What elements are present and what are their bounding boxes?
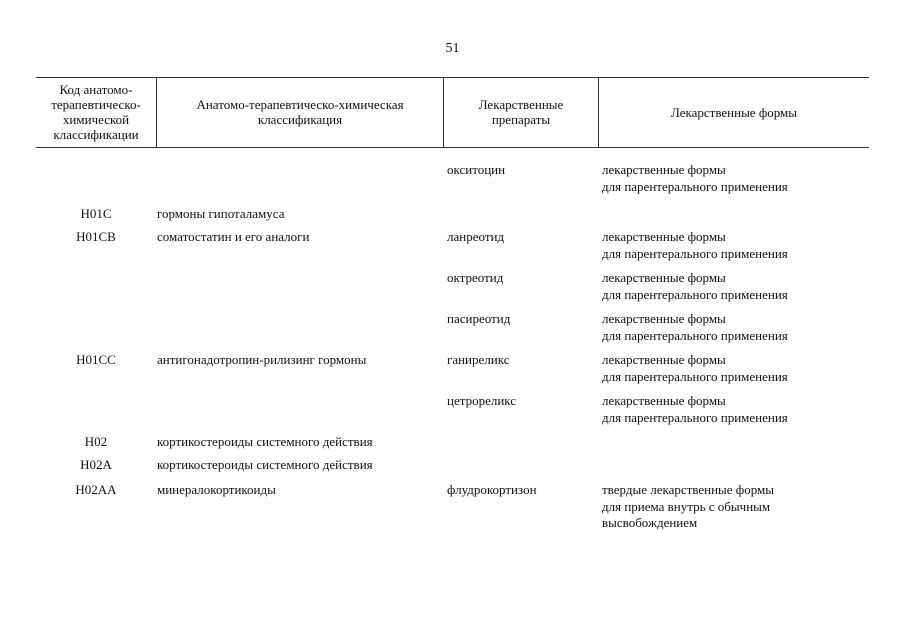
dosage-form-line: твердые лекарственные формы xyxy=(602,482,774,497)
header-atc-code-line: терапевтическо- xyxy=(51,97,141,112)
atc-code: H02AA xyxy=(75,482,117,497)
dosage-form-line: лекарственные формы xyxy=(602,311,726,326)
drug-name: октреотид xyxy=(447,270,504,285)
dosage-form-line: лекарственные формы xyxy=(602,393,726,408)
drug-name: флудрокортизон xyxy=(447,482,537,497)
header-drugs xyxy=(444,77,598,147)
atc-classification: соматостатин и его аналоги xyxy=(157,229,310,244)
dosage-form xyxy=(602,311,788,344)
dosage-form-line: для парентерального применения xyxy=(602,178,788,194)
drug-name: окситоцин xyxy=(447,162,506,177)
table-header-bottom-rule xyxy=(36,147,869,148)
dosage-form-line: лекарственные формы xyxy=(602,352,726,367)
atc-code: H01CB xyxy=(76,229,116,244)
drug-name: ганиреликс xyxy=(447,352,510,367)
dosage-form xyxy=(602,352,788,385)
dosage-form-line: для парентерального применения xyxy=(602,286,788,302)
atc-classification: кортикостероиды системного действия xyxy=(157,434,373,449)
dosage-form xyxy=(602,482,774,532)
header-atc-code-line: классификации xyxy=(53,127,139,142)
header-dosage-forms xyxy=(599,77,869,147)
dosage-form xyxy=(602,229,788,262)
header-atc-code-line: Код анатомо- xyxy=(59,82,133,97)
atc-code: H01CC xyxy=(76,352,116,367)
dosage-form-line: для парентерального применения xyxy=(602,245,788,261)
header-drugs-line: Лекарственные xyxy=(478,97,564,112)
dosage-form xyxy=(602,270,788,303)
drug-name: цетрореликс xyxy=(447,393,517,408)
atc-classification: кортикостероиды системного действия xyxy=(157,457,373,472)
dosage-form-line: для парентерального применения xyxy=(602,327,788,343)
dosage-form-line: для парентерального применения xyxy=(602,368,788,384)
atc-classification: минералокортикоиды xyxy=(157,482,276,497)
dosage-form-line: лекарственные формы xyxy=(602,162,726,177)
atc-code: H02 xyxy=(84,434,108,449)
dosage-form-line: лекарственные формы xyxy=(602,270,726,285)
dosage-form-line: лекарственные формы xyxy=(602,229,726,244)
page-number: 51 xyxy=(445,41,460,56)
dosage-form-line: для парентерального применения xyxy=(602,409,788,425)
dosage-form xyxy=(602,393,788,426)
dosage-form xyxy=(602,162,788,195)
atc-classification: антигонадотропин-рилизинг гормоны xyxy=(157,352,367,367)
dosage-form-line: для приема внутрь с обычным xyxy=(602,498,771,514)
atc-classification: гормоны гипоталамуса xyxy=(157,206,285,221)
header-atc-classification-line: Анатомо-терапевтическо-химическая xyxy=(196,97,404,112)
atc-code: H01C xyxy=(80,206,112,221)
header-atc-classification-line: классификация xyxy=(257,112,343,127)
atc-code: H02A xyxy=(80,457,112,472)
header-dosage-forms-line: Лекарственные формы xyxy=(670,104,798,120)
header-atc-code xyxy=(36,77,156,147)
header-atc-classification xyxy=(157,77,443,147)
header-atc-code-line: химической xyxy=(62,112,130,127)
drug-name: ланреотид xyxy=(447,229,505,244)
drug-name: пасиреотид xyxy=(447,311,511,326)
header-drugs-line: препараты xyxy=(491,112,551,127)
dosage-form-line: высвобождением xyxy=(602,515,698,530)
